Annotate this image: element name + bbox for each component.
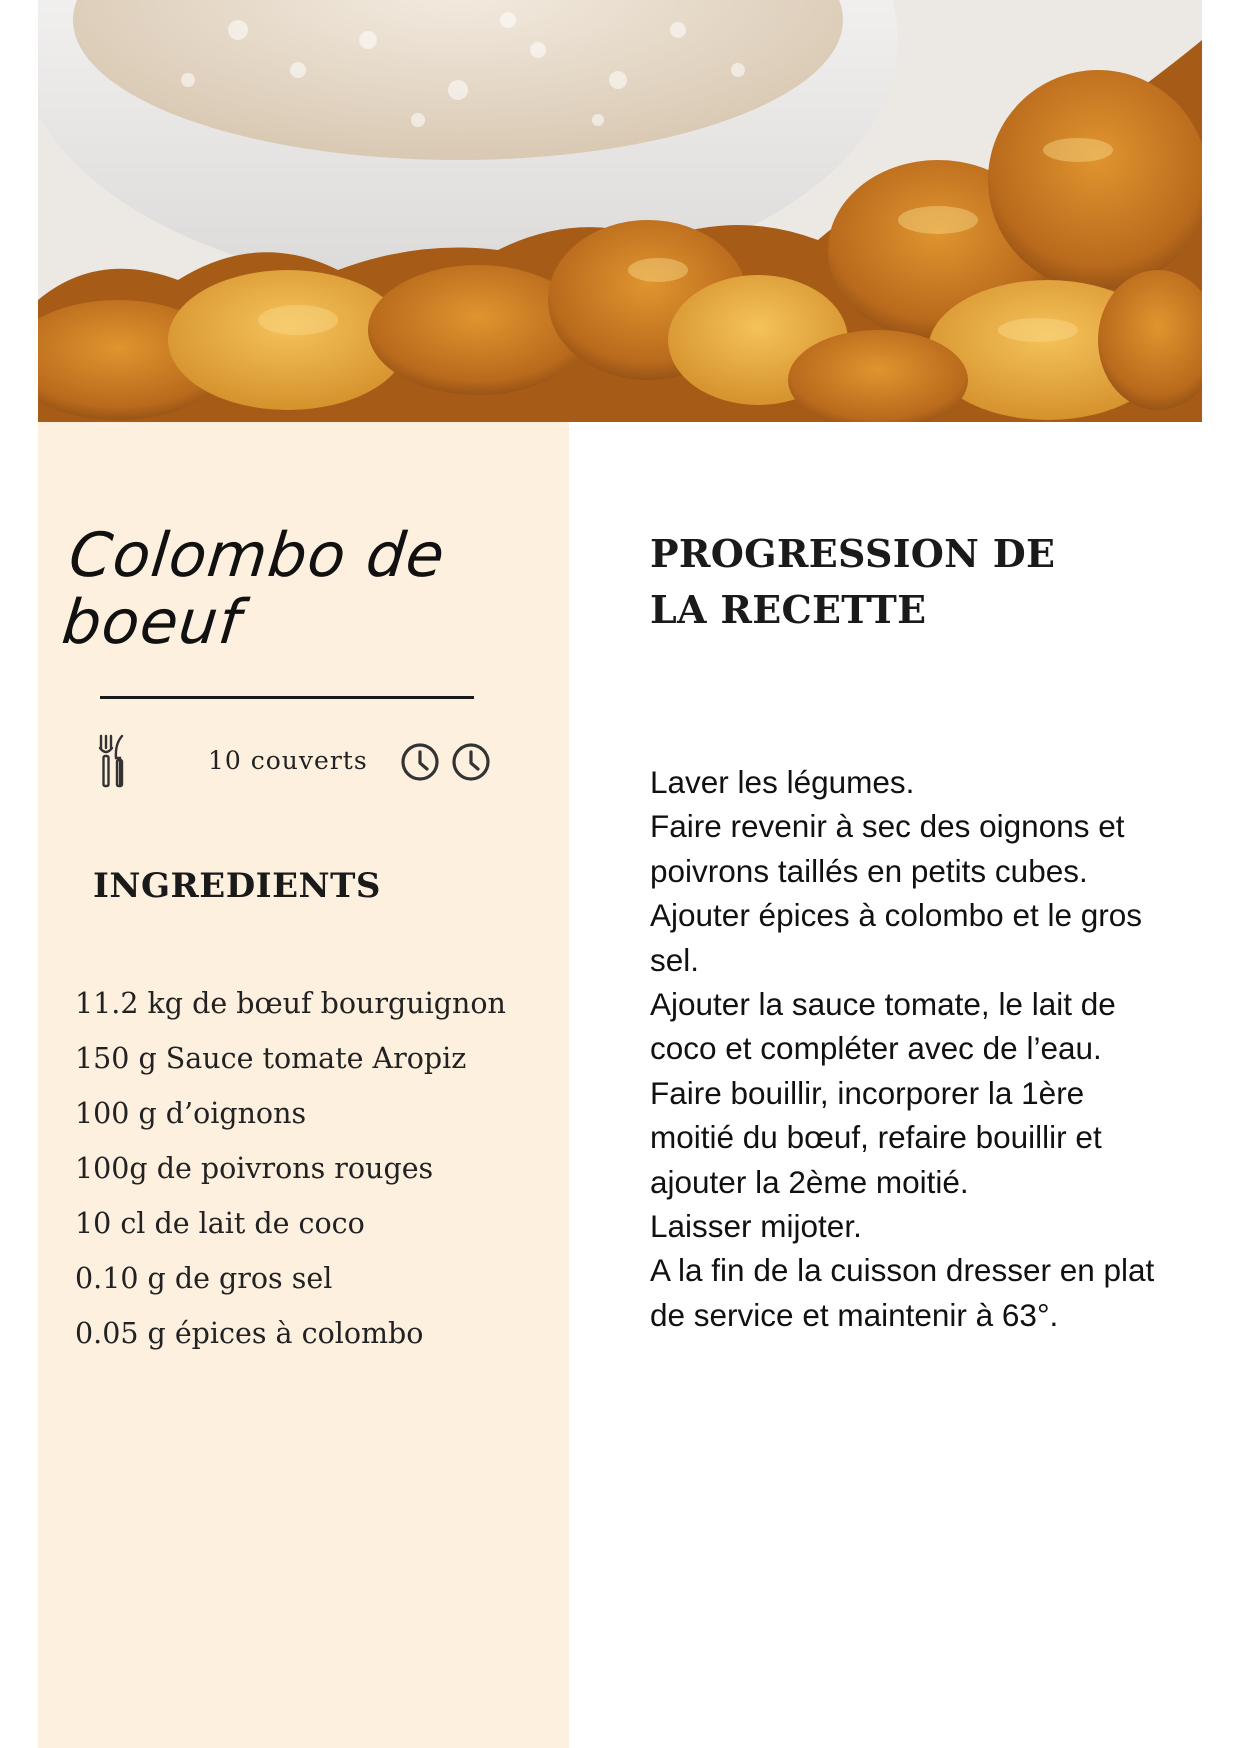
ingredient-item: 10 cl de lait de coco [75, 1207, 365, 1240]
servings-count: 10 couverts [208, 746, 368, 775]
ingredients-panel [38, 422, 569, 1748]
ingredients-heading: INGREDIENTS [93, 866, 381, 906]
clock-icon [451, 742, 491, 782]
recipe-title: Colombo de boeuf [58, 520, 449, 659]
step-item: Faire revenir à sec des oignons et poivrons taillés en petits cubes. [650, 808, 1125, 889]
step-item: Ajouter la sauce tomate, le lait de coco et compléter avec de l’eau. [650, 986, 1116, 1067]
steps-heading [650, 526, 1150, 638]
steps-list [650, 760, 1170, 1337]
hero-food-photo [38, 0, 1202, 422]
step-item: Faire bouillir, incorporer la 1ère moitié du bœuf, refaire bouillir et ajouter la 2ème moitié. [650, 1074, 1102, 1200]
fork-knife-icon [98, 734, 126, 788]
recipe-meta-row [98, 732, 498, 792]
ingredient-item: 100 g d’oignons [75, 1097, 307, 1130]
step-item: A la fin de la cuisson dresser en plat de service et maintenir à 63°. [650, 1252, 1155, 1333]
steps-heading-line-2: LA RECETTE [650, 587, 927, 632]
ingredient-item: 11.2 kg de bœuf bourguignon [75, 987, 506, 1020]
ingredients-list [75, 980, 506, 1365]
steps-heading-line-1: PROGRESSION DE [650, 531, 1056, 576]
food-photo-illustration [38, 0, 1202, 422]
title-divider [100, 696, 474, 699]
clock-icon [400, 742, 440, 782]
ingredient-item: 100g de poivrons rouges [75, 1152, 434, 1185]
step-item: Laisser mijoter. [650, 1208, 862, 1245]
ingredient-item: 0.05 g épices à colombo [75, 1317, 424, 1350]
ingredient-item: 0.10 g de gros sel [75, 1262, 333, 1295]
ingredient-item: 150 g Sauce tomate Aropiz [75, 1042, 467, 1075]
step-item: Ajouter épices à colombo et le gros sel. [650, 897, 1143, 978]
step-item: Laver les légumes. [650, 764, 915, 800]
